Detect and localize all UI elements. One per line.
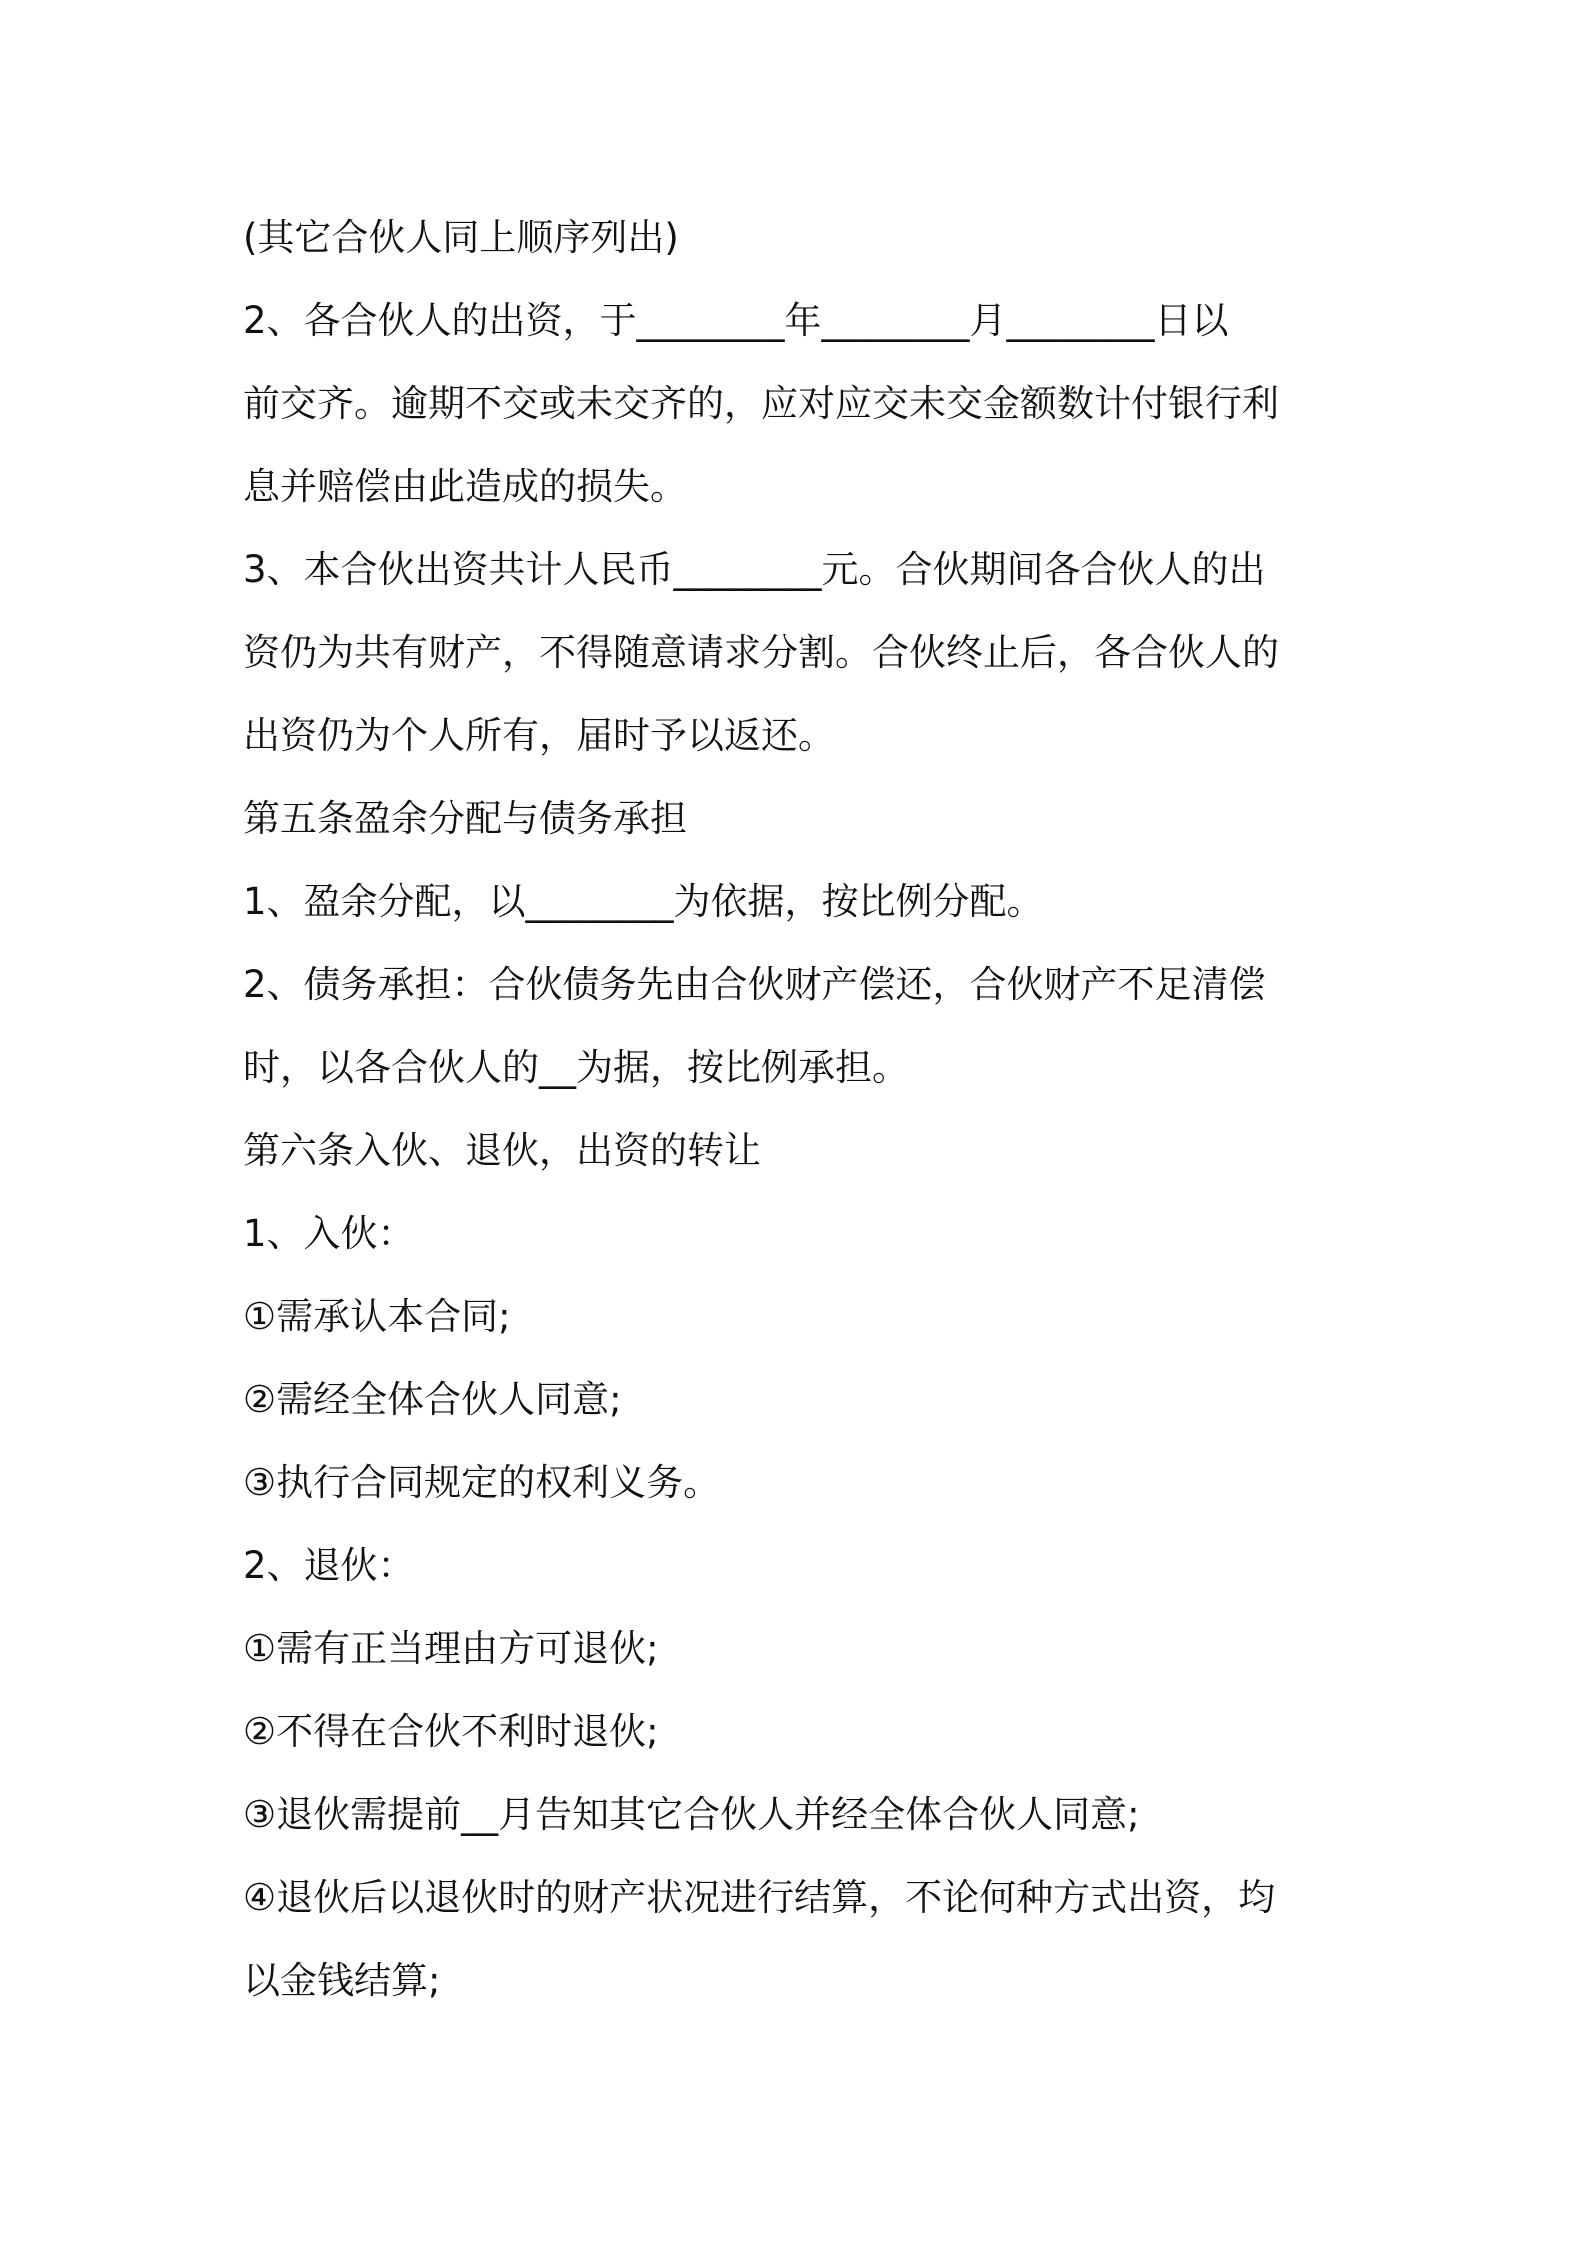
document-body xyxy=(243,196,1353,2022)
text-line: 时，以各合伙人的__为据，按比例承担。 xyxy=(243,1046,909,1089)
text-line: 息并赔偿由此造成的损失。 xyxy=(243,465,687,508)
section-heading: 第六条入伙、退伙，出资的转让 xyxy=(243,1129,761,1172)
text-line: 前交齐。逾期不交或未交齐的，应对应交未交金额数计付银行利 xyxy=(243,382,1279,425)
list-item: ①需有正当理由方可退伙; xyxy=(243,1627,659,1670)
text-line: 资仍为共有财产，不得随意请求分割。合伙终止后，各合伙人的 xyxy=(243,631,1279,674)
text-line: 1、盈余分配，以________为依据，按比例分配。 xyxy=(243,880,1044,923)
text-line: 出资仍为个人所有，届时予以返还。 xyxy=(243,714,835,757)
text-line: 2、债务承担：合伙债务先由合伙财产偿还，合伙财产不足清偿 xyxy=(243,963,1266,1006)
text-line: 以金钱结算; xyxy=(243,1959,441,2002)
text-line: 2、退伙： xyxy=(243,1544,415,1587)
text-line: 1、入伙： xyxy=(243,1212,415,1255)
section-heading: 第五条盈余分配与债务承担 xyxy=(243,797,687,840)
text-line: 2、各合伙人的出资，于________年________月________日以 xyxy=(243,299,1229,342)
list-item: ③执行合同规定的权利义务。 xyxy=(243,1461,721,1504)
list-item: ②不得在合伙不利时退伙; xyxy=(243,1710,659,1753)
text-line: (其它合伙人同上顺序列出) xyxy=(243,216,679,259)
list-item: ③退伙需提前__月告知其它合伙人并经全体合伙人同意; xyxy=(243,1793,1140,1836)
list-item: ④退伙后以退伙时的财产状况进行结算，不论何种方式出资，均 xyxy=(243,1876,1276,1919)
list-item: ②需经全体合伙人同意; xyxy=(243,1378,622,1421)
list-item: ①需承认本合同; xyxy=(243,1295,511,1338)
text-line: 3、本合伙出资共计人民币________元。合伙期间各合伙人的出 xyxy=(243,548,1266,591)
